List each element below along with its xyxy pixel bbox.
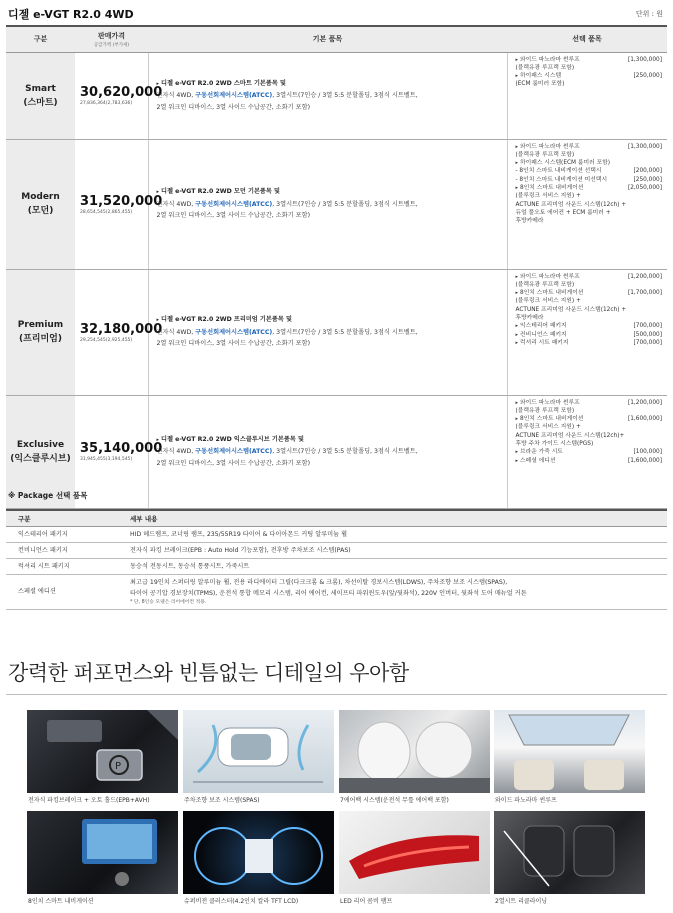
basic-line1-highlight: 구동선회제어시스템(ATCC) <box>195 92 273 100</box>
package-name: 스페셜 에디션 <box>6 574 118 609</box>
photo-caption: 슈퍼비전 클러스터(4.2인치 칼라 TFT LCD) <box>184 898 299 905</box>
option-item <box>516 457 663 465</box>
page-title: 디젤 e-VGT R2.0 4WD <box>8 8 134 21</box>
cluster-photo <box>183 811 334 894</box>
option-name: 와이드 파노라마 썬루프 (블랙유광 루프랙 포함) <box>515 273 580 288</box>
grade-name-kr: (스마트) <box>23 97 58 108</box>
package-note: * 단, 8인승 모델은 리어에어컨 적용. <box>130 599 207 605</box>
grade-name: Modern <box>21 192 60 202</box>
arrow-icon: ▸ <box>515 399 519 406</box>
option-name: 스페셜 에디션 <box>520 457 556 464</box>
option-name: 와이드 파노라마 썬루프 (블랙유광 루프랙 포함) <box>515 399 580 414</box>
header-price: 판매가격 공급가액 (부가세) <box>75 26 148 52</box>
arrow-icon: ▸ <box>515 56 519 63</box>
option-name: 하이패스 시스템(ECM 룸미러 포함) - 8인치 스마트 내비게이션 선택시 - 8인치 스마트 내비게이션 미선택시 <box>515 160 610 183</box>
cluster-gauge-icon <box>183 811 334 894</box>
option-price: [1,600,000] <box>627 457 662 464</box>
option-price: [250,000] <box>633 73 662 80</box>
option-price: [1,300,000] <box>627 143 662 150</box>
option-name: 와이드 파노라마 썬루프 (블랙유광 루프랙 포함) <box>515 56 580 71</box>
package-row <box>6 542 667 558</box>
basic-head: 디젤 e-VGT R2.0 2WD 익스클루시브 기본품목 및 <box>161 435 304 443</box>
arrow-icon: ▸ <box>515 457 519 464</box>
grade-cell <box>6 52 75 139</box>
option-name: 익스테리어 패키지 <box>520 323 567 330</box>
divider <box>6 694 667 695</box>
package-name: 익스테리어 패키지 <box>6 526 118 542</box>
header-price-sub: 공급가액 (부가세) <box>93 42 130 48</box>
option-price: [1,200,000] <box>627 273 662 280</box>
arrow-icon: ▸ <box>156 317 160 324</box>
airbag-icon <box>339 710 490 793</box>
grade-name: Smart <box>25 83 56 94</box>
svg-text:P: P <box>115 761 122 772</box>
package-detail: 최고급 19인치 스퍼터링 알루미늄 휠, 전용 라디에이터 그릴(다크크롬 & 크롬), 차선이탈 경보시스템(LDWS), 주차조향 보조 시스템(SPAS), <box>130 578 508 586</box>
option-item <box>516 289 663 322</box>
option-item <box>516 273 663 290</box>
options-cell <box>507 52 667 139</box>
arrow-icon: ▸ <box>515 449 519 456</box>
option-item <box>516 72 663 89</box>
option-price: [1,200,000] <box>627 399 662 406</box>
package-title: ※ Package 선택 품목 <box>8 491 88 500</box>
arrow-icon: ▸ <box>156 436 160 443</box>
basic-line1-post: , 3열시트(7인승 / 3열 5:5 분할폴딩, 3점식 시트벨트, <box>272 92 418 100</box>
sunroof-icon <box>494 710 645 793</box>
header-options: 선택 품목 <box>507 26 667 52</box>
airbag-photo <box>339 710 490 793</box>
basic-line1-post: , 3열시트(7인승 / 3열 5:5 분할폴딩, 3점식 시트벨트, <box>272 200 418 208</box>
options-cell <box>507 269 667 395</box>
sunroof-photo <box>494 710 645 793</box>
option-name: 8인치 스마트 내비게이션 (블루링크 서비스 지원) + ACTUNE 프리미엄 사운드 시스템(12ch) + 후방카메라 <box>515 290 627 321</box>
grade-name-kr: (모던) <box>27 206 54 216</box>
option-item <box>516 399 663 416</box>
photo-caption: 주차조향 보조 시스템(SPAS) <box>184 797 260 804</box>
photo-caption: 전자식 파킹브레이크 + 오토 홀드(EPB+AVH) <box>28 797 150 804</box>
header-grade: 구분 <box>6 26 75 52</box>
basic-line2: 2열 워크인 디바이스, 3열 사이드 수납공간, 소화기 포함) <box>156 459 311 467</box>
option-name: 컨비니언스 패키지 <box>520 331 567 338</box>
package-name: 컨비니언스 패키지 <box>6 542 118 558</box>
spas-photo <box>183 710 334 793</box>
package-name: 럭셔리 시트 패키지 <box>6 558 118 574</box>
basic-items-cell <box>148 269 507 395</box>
navigation-photo <box>27 811 178 894</box>
arrow-icon: ▸ <box>515 323 519 330</box>
rear-lamp-icon <box>339 811 490 894</box>
option-price: [1,300,000] <box>627 56 662 63</box>
option-item <box>516 143 663 160</box>
basic-line1-pre: 전자식 4WD, <box>156 92 196 100</box>
photo-caption: 7에어백 시스템(운전석 무릎 에어백 포함) <box>340 797 449 804</box>
basic-line1-pre: 전자식 4WD, <box>156 448 196 456</box>
package-detail: HID 헤드램프, 코너링 램프, 235/55R19 타이어 & 다이아몬드 커팅 알루미늄 휠 <box>118 526 667 542</box>
arrow-icon: ▸ <box>515 273 519 280</box>
option-name: 럭셔리 시트 패키지 <box>520 339 569 346</box>
option-price: [700,000] <box>633 323 662 330</box>
option-item <box>516 159 663 184</box>
options-cell <box>507 139 667 269</box>
package-row <box>6 526 667 542</box>
grade-name: Exclusive <box>16 439 65 450</box>
price-supply: 28,654,545(2,865,455) <box>80 209 133 215</box>
option-name: 브라운 가죽 시트 <box>520 449 563 456</box>
basic-line1-highlight: 구동선회제어시스템(ATCC) <box>195 328 273 336</box>
basic-head: 디젤 e-VGT R2.0 2WD 프리미엄 기본품목 및 <box>161 316 292 324</box>
package-table <box>6 509 667 610</box>
basic-line2: 2열 워크인 디바이스, 3열 사이드 수납공간, 소화기 포함) <box>156 103 311 111</box>
price-value: 30,620,000 <box>80 85 163 100</box>
arrow-icon: ▸ <box>515 160 519 167</box>
options-cell <box>507 395 667 508</box>
photo-caption: 2열시트 리클라이닝 <box>495 898 548 905</box>
basic-line1-post: , 3열시트(7인승 / 3열 5:5 분할폴딩, 3점식 시트벨트, <box>272 448 418 456</box>
option-item <box>516 339 663 347</box>
arrow-icon: ▸ <box>515 73 519 80</box>
price-value: 31,520,000 <box>80 193 163 209</box>
arrow-icon: ▸ <box>515 331 519 338</box>
price-value: 32,180,000 <box>80 321 163 337</box>
basic-items-cell <box>148 395 507 508</box>
package-header-name: 구분 <box>6 510 118 526</box>
photo-caption: 와이드 파노라마 썬루프 <box>495 797 557 804</box>
price-supply: 29,254,545(2,925,455) <box>80 337 133 343</box>
package-detail: 전자식 파킹 브레이크(EPB : Auto Hold 기능포함), 전후방 주차보조 시스템(PAS) <box>118 542 667 558</box>
basic-head: 디젤 e-VGT R2.0 2WD 스마트 기본품목 및 <box>161 79 286 87</box>
option-item <box>516 448 663 456</box>
basic-head: 디젤 e-VGT R2.0 2WD 모던 기본품목 및 <box>161 188 281 196</box>
grade-name-kr: (익스클루시브) <box>10 453 71 464</box>
option-item <box>516 331 663 339</box>
option-item <box>516 415 663 448</box>
basic-line2: 2열 워크인 디바이스, 3열 사이드 수납공간, 소화기 포함) <box>156 340 311 348</box>
grade-name: Premium <box>17 320 64 330</box>
package-header-detail: 세부 내용 <box>118 510 667 526</box>
basic-line1-highlight: 구동선회제어시스템(ATCC) <box>195 448 273 456</box>
option-price: [700,000] <box>633 339 662 346</box>
option-name: 와이드 파노라마 썬루프 (블랙유광 루프랙 포함) <box>515 143 580 158</box>
basic-line1-pre: 전자식 4WD, <box>156 200 196 208</box>
option-item <box>516 56 663 73</box>
price-row <box>6 52 667 139</box>
rear-lamp-photo <box>339 811 490 894</box>
package-detail-line2: 타이어 공기압 경보장치(TPMS), 운전석 통합 메모리 시스템, 리어 에어컨, 세이프티 파워윈도우(앞/뒷좌석), 220V 인버터, 뒷좌석 도어 매뉴얼 커튼 <box>130 589 527 597</box>
epb-button-photo <box>27 710 178 793</box>
basic-items-cell <box>148 52 507 139</box>
arrow-icon: ▸ <box>515 143 519 150</box>
arrow-icon: ▸ <box>515 184 519 191</box>
price-supply: 31,945,455(3,194,545) <box>80 457 133 462</box>
photo-caption: LED 리어 콤비 램프 <box>340 898 393 905</box>
epb-button-icon <box>27 710 178 793</box>
arrow-icon: ▸ <box>515 416 519 423</box>
header-basic: 기본 품목 <box>148 26 507 52</box>
basic-line1-pre: 전자식 4WD, <box>156 328 196 336</box>
package-detail: 동승석 전동시트, 동승석 통풍시트, 가죽시트 <box>118 558 667 574</box>
unit-label: 단위 : 원 <box>635 10 663 18</box>
option-price: [1,600,000] <box>627 416 662 423</box>
option-price: [1,700,000] <box>627 290 662 297</box>
price-row <box>6 269 667 395</box>
basic-line1-post: , 3열시트(7인승 / 3열 5:5 분할폴딩, 3점식 시트벨트, <box>272 328 418 336</box>
grade-name-kr: (프리미엄) <box>18 334 62 344</box>
option-name: 하이패스 시스템 (ECM 룸미러 포함) <box>515 73 565 88</box>
option-name: 8인치 스마트 내비게이션 (블루링크 서비스 지원) + ACTUNE 프리미엄 사운드 시스템(12ch)+ 후방 주차 가이드 시스템(PGS) <box>515 416 625 447</box>
basic-line2: 2열 워크인 디바이스, 3열 사이드 수납공간, 소화기 포함) <box>156 212 311 220</box>
price-row <box>6 395 667 508</box>
option-item <box>516 322 663 330</box>
package-row <box>6 558 667 574</box>
grade-cell <box>6 139 75 269</box>
arrow-icon: ▸ <box>515 290 519 297</box>
package-row <box>6 574 667 609</box>
option-price: [100,000] <box>633 449 662 456</box>
option-price: [2,050,000] <box>627 184 662 191</box>
grade-cell <box>6 269 75 395</box>
arrow-icon: ▸ <box>515 339 519 346</box>
rear-seat-photo <box>494 811 645 894</box>
option-price: [200,000] [250,000] <box>633 168 662 183</box>
option-item <box>516 184 663 225</box>
price-cell <box>75 139 163 269</box>
arrow-icon: ▸ <box>156 189 160 196</box>
price-cell <box>75 52 163 139</box>
photo-caption: 8인치 스마트 내비게이션 <box>28 898 94 905</box>
price-value: 35,140,000 <box>80 441 163 456</box>
arrow-icon: ▸ <box>156 80 160 87</box>
price-row <box>6 139 667 269</box>
seat-icon <box>494 811 645 894</box>
basic-line1-highlight: 구동선회제어시스템(ATCC) <box>195 200 273 208</box>
price-cell <box>75 269 163 395</box>
parking-car-icon <box>183 710 334 793</box>
option-name: 8인치 스마트 내비게이션 (블루링크 서비스 지원) + ACTUNE 프리미엄 사운드 시스템(12ch) + 듀얼 풀오토 에어컨 + ECM 룸미러 + 후방카메라 <box>515 184 627 225</box>
price-table <box>6 25 667 509</box>
basic-items-cell <box>148 139 507 269</box>
package-detail-group <box>118 574 667 609</box>
price-supply: 27,836,364(2,783,636) <box>80 101 133 106</box>
option-price: [500,000] <box>633 331 662 338</box>
headline: 강력한 퍼포먼스와 빈틈없는 디테일의 우아함 <box>8 661 409 685</box>
navigation-screen-icon <box>27 811 178 894</box>
